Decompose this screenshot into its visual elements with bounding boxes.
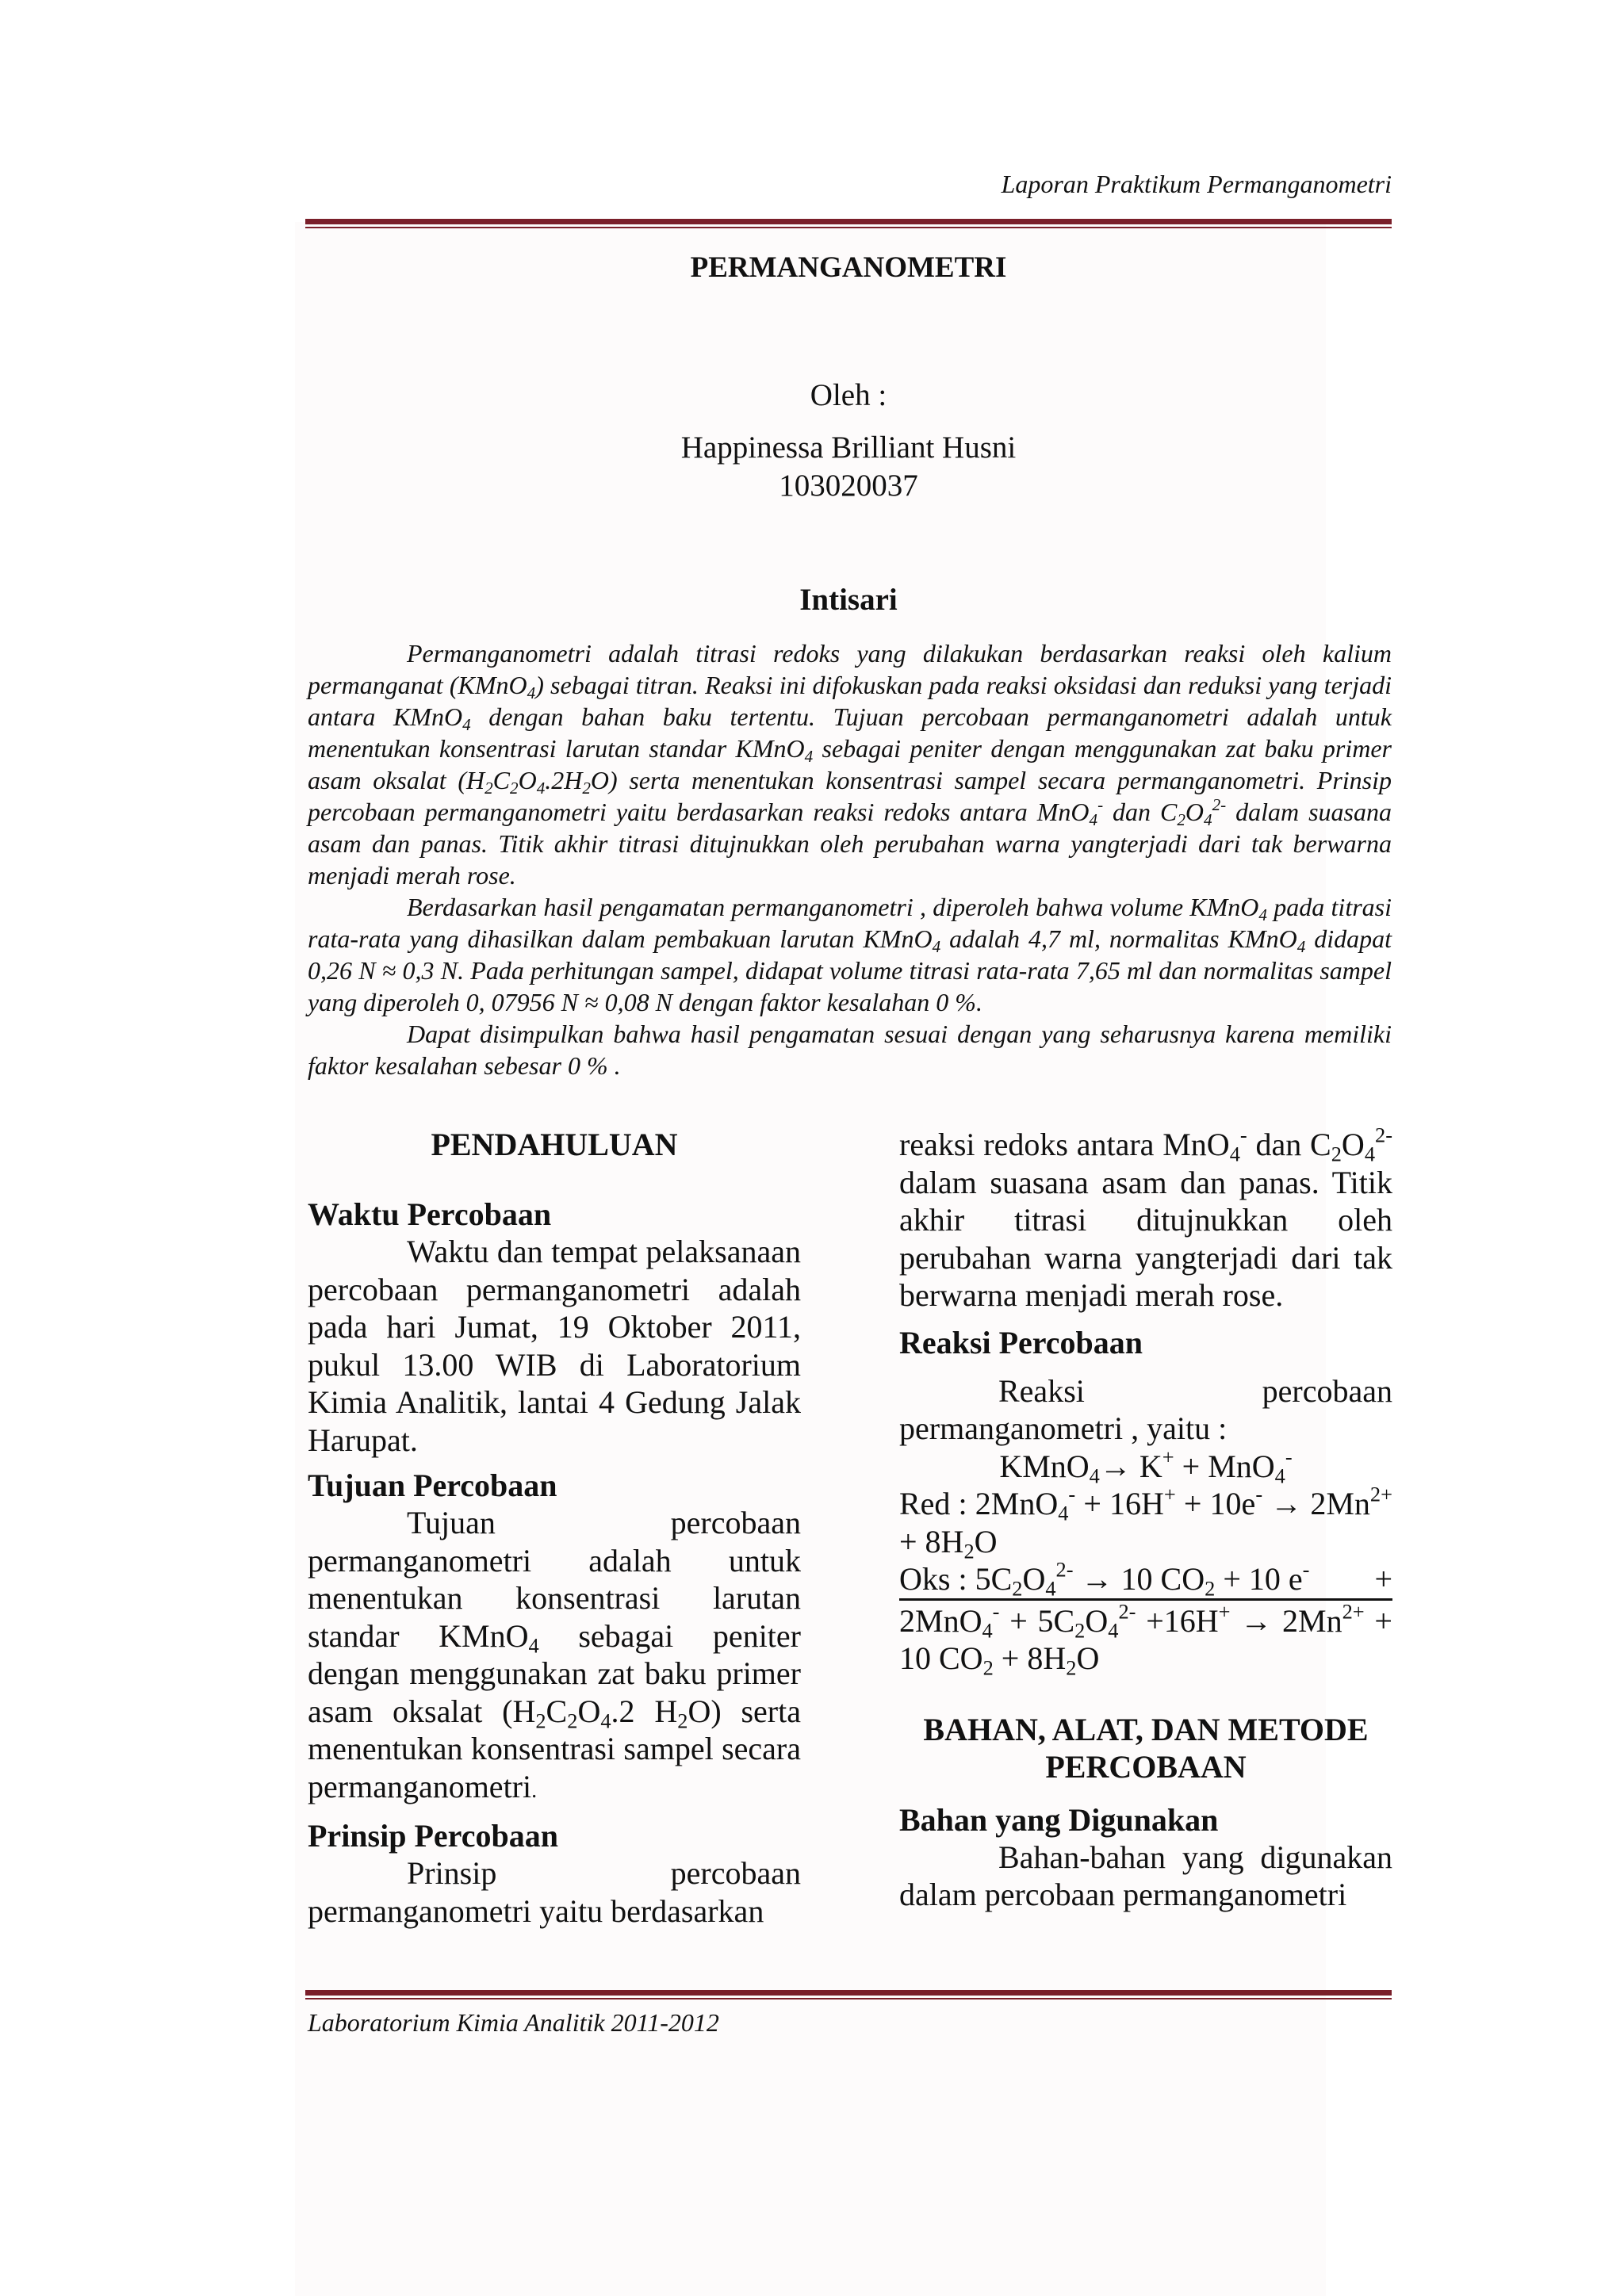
paragraph-waktu: Waktu dan tempat pelaksanaan percobaan permanganometri adalah pada hari Jumat, 19 Oktober 2011, pukul 13.00 WIB di Laboratorium Kimia Analitik, lantai 4 Gedung Jalak Harupat. bbox=[308, 1234, 801, 1458]
paragraph-prinsip: Prinsip percobaan permanganometri yaitu berdasarkan bbox=[308, 1855, 801, 1929]
byline-oleh: Oleh : bbox=[810, 378, 887, 412]
section-heading-bahan-alat-metode: BAHAN, ALAT, DAN METODE PERCOBAAN bbox=[923, 1711, 1369, 1785]
subheading-waktu: Waktu Percobaan bbox=[308, 1196, 552, 1232]
author-name: Happinessa Brilliant Husni bbox=[680, 430, 1017, 465]
abstract-paragraph-3: Dapat disimpulkan bahwa hasil pengamatan sesuai dengan yang seharusnya karena memiliki faktor kesalahan sebesar 0 % . bbox=[308, 1020, 1392, 1080]
section-heading-pendahuluan: PENDAHULUAN bbox=[431, 1127, 678, 1162]
paragraph-bahan: Bahan-bahan yang digunakan dalam percobaan permanganometri bbox=[899, 1839, 1392, 1912]
running-header: Laporan Praktikum Permanganometri bbox=[1001, 170, 1392, 198]
paragraph-prinsip-continued: reaksi redoks antara MnO$_4$- dan $C_2O_4^{2-}$ dalam suasana asam dan panas. Titik akhir titrasi ditujnukkan oleh perubahan warna yangterjadi dari tak berwarna menjadi merah rose. bbox=[899, 1123, 1392, 1313]
subheading-bahan: Bahan yang Digunakan bbox=[899, 1801, 1219, 1838]
subheading-prinsip: Prinsip Percobaan bbox=[308, 1818, 558, 1854]
footer-rule bbox=[305, 1990, 1392, 1999]
paragraph-reaksi-intro: Reaksi percobaan permanganometri , yaitu : bbox=[899, 1372, 1392, 1446]
left-column bbox=[308, 1126, 801, 1930]
abstract-paragraph-1: Permanganometri adalah titrasi redoks yang dilakukan berdasarkan reaksi oleh kalium permanganat (KMnO$_4$) sebagai titran. Reaksi ini difokuskan pada reaksi oksidasi dan reduksi yang terjadi antara KMnO$_4$ dengan bahan baku tertentu. Tujuan percobaan permanganometri adalah untuk menentukan konsentrasi larutan standar KMnO$_4$ sebagai peniter dengan menggunakan zat baku primer asam oksalat $(H_2C_2O_4.2H_2O)$ serta menentukan konsentrasi sampel secara permanganometri. Prinsip percobaan permanganometri yaitu berdasarkan reaksi redoks antara MnO$_4$- dan $C_2O_4^{2-}$ dalam suasana asam dan panas. Titik akhir titrasi ditujnukkan oleh perubahan warna yangterjadi dari tak berwarna menjadi merah rose. bbox=[308, 639, 1392, 890]
subheading-tujuan: Tujuan Percobaan bbox=[308, 1468, 557, 1503]
paragraph-tujuan: Tujuan percobaan permanganometri adalah untuk menentukan konsentrasi larutan standar KMnO$_4$ sebagai peniter dengan menggunakan zat baku primer asam oksalat ($H_2C_2O_4.2$ $H_2O$) serta menentukan konsentrasi sampel secara permanganometri. bbox=[308, 1505, 801, 1804]
equation-oxidation: Oks : $5C_2O_4^{2-} \to 10$ $CO_2 + 10$ e- + bbox=[899, 1557, 1392, 1601]
document-title: PERMANGANOMETRI bbox=[690, 251, 1007, 284]
right-column bbox=[899, 1123, 1392, 1914]
footer-text: Laboratorium Kimia Analitik 2011-2012 bbox=[308, 2008, 719, 2037]
subheading-reaksi: Reaksi Percobaan bbox=[899, 1324, 1143, 1360]
abstract-body bbox=[308, 637, 1392, 1081]
equation-dissociation: KMnO$_4$→ K+ + MnO$_4$- bbox=[999, 1445, 1293, 1487]
abstract-heading: Intisari bbox=[799, 583, 898, 617]
equation-total: $2MnO_4^- + 5C_2O_4^{2-} +16H^+ \to 2Mn^{2+} + 10$ $CO_2 + 8H_2O$ bbox=[899, 1599, 1392, 1680]
header-rule bbox=[305, 219, 1392, 228]
equation-reduction: Red : $2MnO_4^- + 16H^+ + 10e^- \to 2Mn^{2+} + 8H_2O$ bbox=[899, 1482, 1392, 1563]
student-id: 103020037 bbox=[779, 469, 918, 503]
abstract-paragraph-2: Berdasarkan hasil pengamatan permanganometri , diperoleh bahwa volume KMnO$_4$ pada titrasi rata-rata yang dihasilkan dalam pembakuan larutan KMnO$_4$ adalah 4,7 ml, normalitas KMnO$_4$ didapat 0,26 N ≈ 0,3 N. Pada perhitungan sampel, didapat volume titrasi rata-rata 7,65 ml dan normalitas sampel yang diperoleh 0, 07956 N ≈ 0,08 N dengan faktor kesalahan 0 %. bbox=[308, 893, 1392, 1016]
